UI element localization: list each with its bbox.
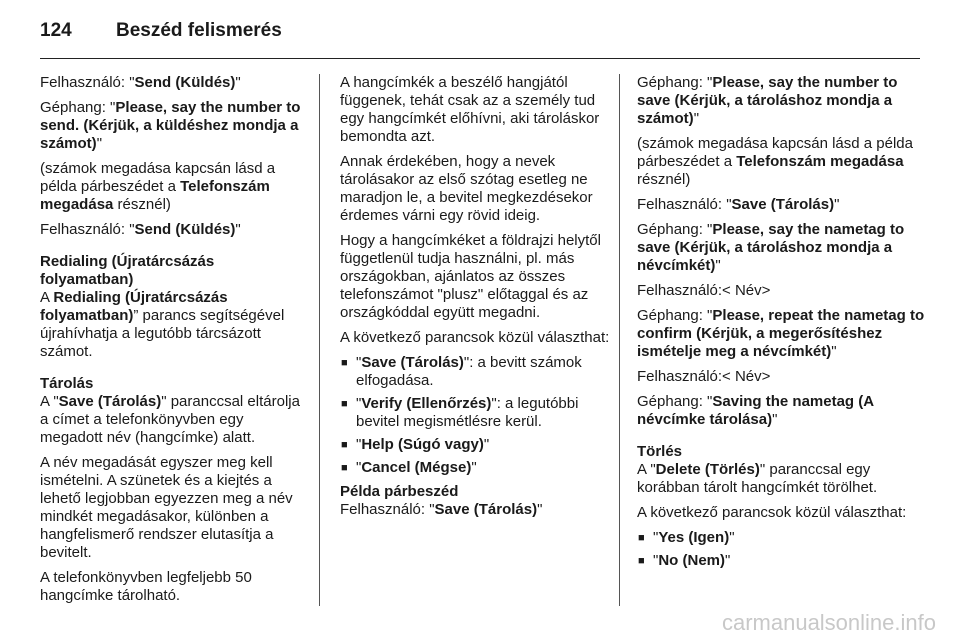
list-item: ■ "Cancel (Mégse)" [340,459,615,477]
paragraph: Géphang: "Please, repeat the nametag to confirm (Kérjük, a megerősítéshez ismételje meg a névcímkét)" [637,307,925,360]
paragraph: Hogy a hangcímkéket a földrajzi helytől függetlenül tudja használni, pl. más országokban, ajánlatos az összes telefonszámot "plusz" előtaggal és az országkóddal együtt megadni. [340,232,601,321]
page-number: 124 [40,20,72,41]
paragraph: A hangcímkék a beszélő hangjától függenek, tehát csak az a személy tud egy hangcímkét előhívni, aki tároláskor bemondta azt. [340,74,600,145]
column-2 [340,74,615,526]
paragraph: A Redialing (Újratárcsázás folyamatban)” parancs segítségével újrahívhatja a legutóbb tárcsázott számot. [40,289,285,360]
paragraph: A telefonkönyvben legfeljebb 50 hangcímke tárolható. [40,569,252,604]
paragraph: Felhasználó: "Send (Küldés)" [40,221,241,238]
column-divider [619,74,620,606]
paragraph: Felhasználó:< Név> [637,282,771,299]
list-item: ■ "Verify (Ellenőrzés)": a legutóbbi bevitel megismétlésre kerül. [340,395,615,431]
paragraph: A név megadását egyszer meg kell ismételni. A szünetek és a kiejtés a lehető legjobban egyezzen meg a név mindkét megadásakor, különben a hangfelismerő rendszer elutasítja a bevitelt. [40,454,293,561]
paragraph: Felhasználó:< Név> [637,368,771,385]
paragraph: A "Delete (Törlés)" paranccsal egy korábban tárolt hangcímkét törölhet. [637,461,878,496]
paragraph: Géphang: "Please, say the number to send. (Kérjük, a küldéshez mondja a számot)" [40,99,301,152]
column-3 [637,74,927,576]
header-rule [40,58,920,59]
paragraph: A "Save (Tárolás)" paranccsal eltárolja a címet a telefonkönyvben egy megadott név (hangcímke) alatt. [40,393,300,446]
paragraph: Géphang: "Saving the nametag (A névcímke tárolása)" [637,393,874,428]
page-header [40,20,282,42]
watermark: carmanualsonline.info [721,610,936,635]
list-item: ■ "Help (Súgó vagy)" [340,436,615,454]
paragraph: Felhasználó: "Save (Tárolás)" [637,196,840,213]
paragraph: Felhasználó: "Save (Tárolás)" [340,501,543,518]
paragraph: A következő parancsok közül választhat: [637,504,907,521]
paragraph: Géphang: "Please, say the nametag to save (Kérjük, a tároláshoz mondja a névcímkét)" [637,221,905,274]
command-list [340,354,615,477]
paragraph: (számok megadása kapcsán lásd a példa párbeszédet a Telefonszám megadása résznél) [637,135,913,188]
list-item: ■ "Save (Tárolás)": a bevitt számok elfogadása. [340,354,615,390]
section-heading-delete: Törlés [637,443,683,460]
column-1 [40,74,308,612]
section-heading-store: Tárolás [40,375,94,392]
column-divider [319,74,320,606]
paragraph: A következő parancsok közül választhat: [340,329,610,346]
paragraph: Géphang: "Please, say the number to save (Kérjük, a tároláshoz mondja a számot)" [637,74,898,127]
command-list [637,529,927,570]
list-item: ■ "Yes (Igen)" [637,529,927,547]
page-title: Beszéd felismerés [116,20,282,41]
paragraph: (számok megadása kapcsán lásd a példa párbeszédet a Telefonszám megadása résznél) [40,160,276,213]
paragraph: Annak érdekében, hogy a nevek tárolásakor az első szótag esetleg ne maradjon le, a bevitel megkezdésekor érdemes várni egy rövid ideig. [340,153,593,224]
section-heading-example: Példa párbeszéd [340,483,459,500]
paragraph: Felhasználó: "Send (Küldés)" [40,74,241,91]
list-item: ■ "No (Nem)" [637,552,927,570]
section-heading-redialing: Redialing (Újratárcsázás folyamatban) [40,253,215,288]
